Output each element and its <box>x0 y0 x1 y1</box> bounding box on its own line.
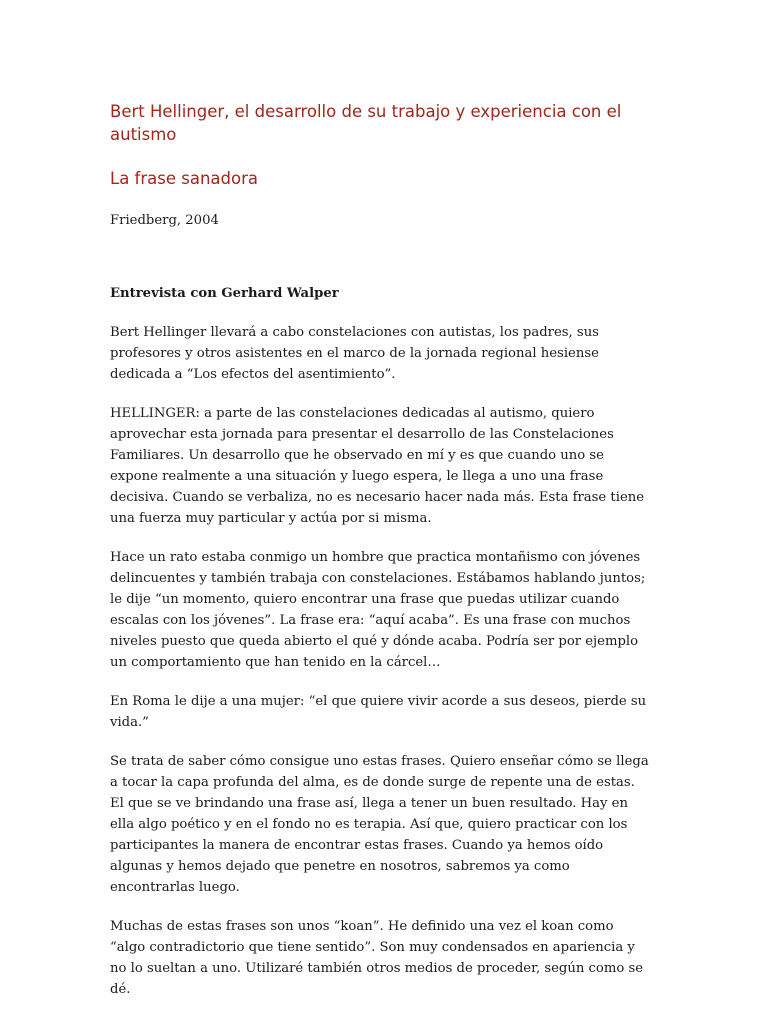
paragraph-finding-phrases: Se trata de saber cómo consigue uno estas frases. Quiero enseñar cómo se llega a tocar la capa profunda del alma, es de donde surge de repente una de estas. El que se ve brindando una frase así, llega a tener un buen resultado. Hay en ella algo poético y en el fondo no es terapia. Así que, quiero practicar con los participantes la manera de encontrar estas frases. Cuando ya hemos oído algunas y hemos dejado que penetre en nosotros, sabremos ya como encontrarlas luego. <box>110 754 649 895</box>
paragraph-mountaineering: Hace un rato estaba conmigo un hombre que practica montañismo con jóvenes delincuentes y también trabaja con constelaciones. Estábamos hablando juntos; le dije “un momento, quiero encontrar una frase que puedas utilizar cuando escalas con los jóvenes”. La frase era: “aquí acaba”. Es una frase con muchos niveles puesto que queda abierto el qué y dónde acaba. Podría ser por ejemplo un comportamiento que han tenido en la cárcel… <box>110 550 646 670</box>
document-date: Friedberg, 2004 <box>110 213 219 228</box>
document-title: Bert Hellinger, el desarrollo de su trabajo y experiencia con el autismo <box>110 102 622 144</box>
paragraph-hellinger-answer: HELLINGER: a parte de las constelaciones dedicadas al autismo, quiero aprovechar esta jornada para presentar el desarrollo de las Constelaciones Familiares. Un desarrollo que he observado en mí y es que cuando uno se expone realmente a una situación y luego espera, le llega a uno una frase decisiva. Cuando se verbaliza, no es necesario hacer nada más. Esta frase tiene una fuerza muy particular y actúa por si misma. <box>110 406 645 526</box>
paragraph-rome: En Roma le dije a una mujer: “el que quiere vivir acorde a sus deseos, pierde su vida.” <box>110 694 647 730</box>
paragraph-koan: Muchas de estas frases son unos “koan”. He definido una vez el koan como “algo contradictorio que tiene sentido”. Son muy condensados en apariencia y no lo sueltan a uno. Utilizaré también otros medios de proceder, según como se dé. <box>110 919 644 997</box>
document-page <box>110 100 650 1018</box>
document-subtitle: La frase sanadora <box>110 169 258 188</box>
paragraph-intro: Bert Hellinger llevará a cabo constelaciones con autistas, los padres, sus profesores y otros asistentes en el marco de la jornada regional hesiense dedicada a “Los efectos del asentimiento”. <box>110 325 599 382</box>
interview-heading: Entrevista con Gerhard Walper <box>110 286 339 301</box>
